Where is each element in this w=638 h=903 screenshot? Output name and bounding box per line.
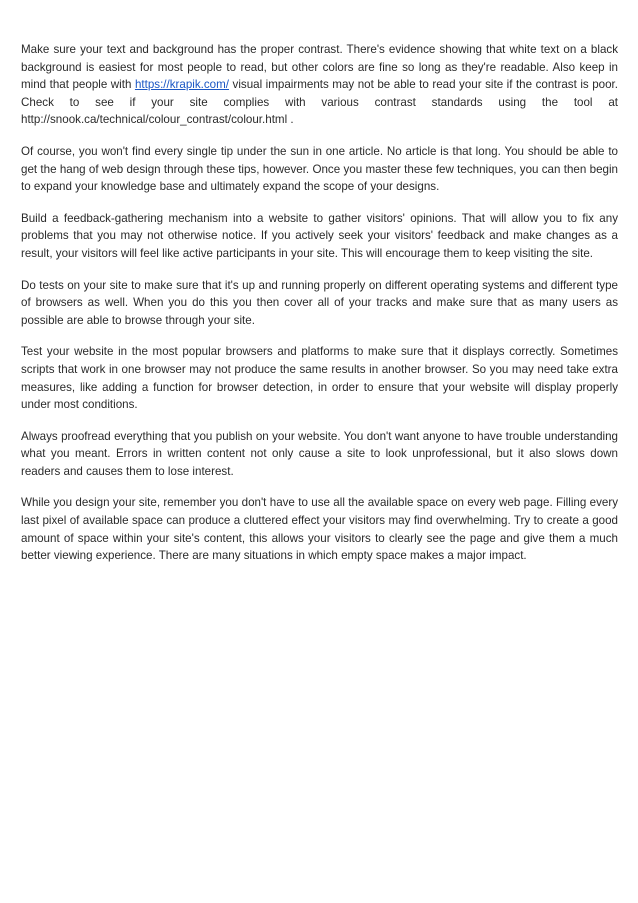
paragraph-tips: Of course, you won't find every single tip under the sun in one article. No article is that long. You should be able to get the hang of web design through these tips, however. Once you master these few techniques, you can then begin to expand your knowledge base and ultimately expand the scope of your designs. xyxy=(21,144,618,194)
paragraph-browser-testing: Test your website in the most popular browsers and platforms to make sure that it displays correctly. Sometimes scripts that work in one browser may not produce the same results in another browser. So you may need take extra measures, like adding a function for browser detection, in order to ensure that your website will display properly under most conditions. xyxy=(21,345,618,412)
paragraph-proofread: Always proofread everything that you publish on your website. You don't want anyone to have trouble understanding what you meant. Errors in written content not only cause a site to look unprofessional, but it also slows down readers and causes them to lose interest. xyxy=(21,429,618,478)
paragraph-whitespace: While you design your site, remember you don't have to use all the available space on every web page. Filling every last pixel of available space can produce a cluttered effect your visitors may find overwhelming. Try to create a good amount of space within your site's content, this allows your visitors to clearly see the page and give them a much better viewing experience. There are many situations in which empty space makes a major impact. xyxy=(21,496,618,563)
paragraph-contrast-text-start: Make sure your text and background has the proper contrast. There's evidence showing that white text on a black background is easiest for most people to read, but other colors are fine so long as they're readable. Also keep in mind that people with xyxy=(21,43,618,92)
paragraph-contrast xyxy=(21,41,618,129)
paragraph-testing-os: Do tests on your site to make sure that it's up and running properly on different operating systems and different type of browsers as well. When you do this you then cover all of your tracks and make sure that as many users as possible are able to browse through your site. xyxy=(21,278,618,327)
paragraph-contrast-text-end: visual impairments may not be able to read your site if the contrast is poor. Check to see if your site complies with various contrast standards using the tool at http://snook.ca/technical/colour_contrast/colour.html . xyxy=(21,78,618,127)
krapik-link[interactable]: https://krapik.com/ xyxy=(134,78,230,92)
paragraph-feedback: Build a feedback-gathering mechanism into a website to gather visitors' opinions. That will allow you to fix any problems that you may not otherwise notice. If you actively seek your visitors' feedback and make changes as a result, your visitors will feel like active participants in your site. This will encourage them to keep visiting the site. xyxy=(21,211,618,260)
